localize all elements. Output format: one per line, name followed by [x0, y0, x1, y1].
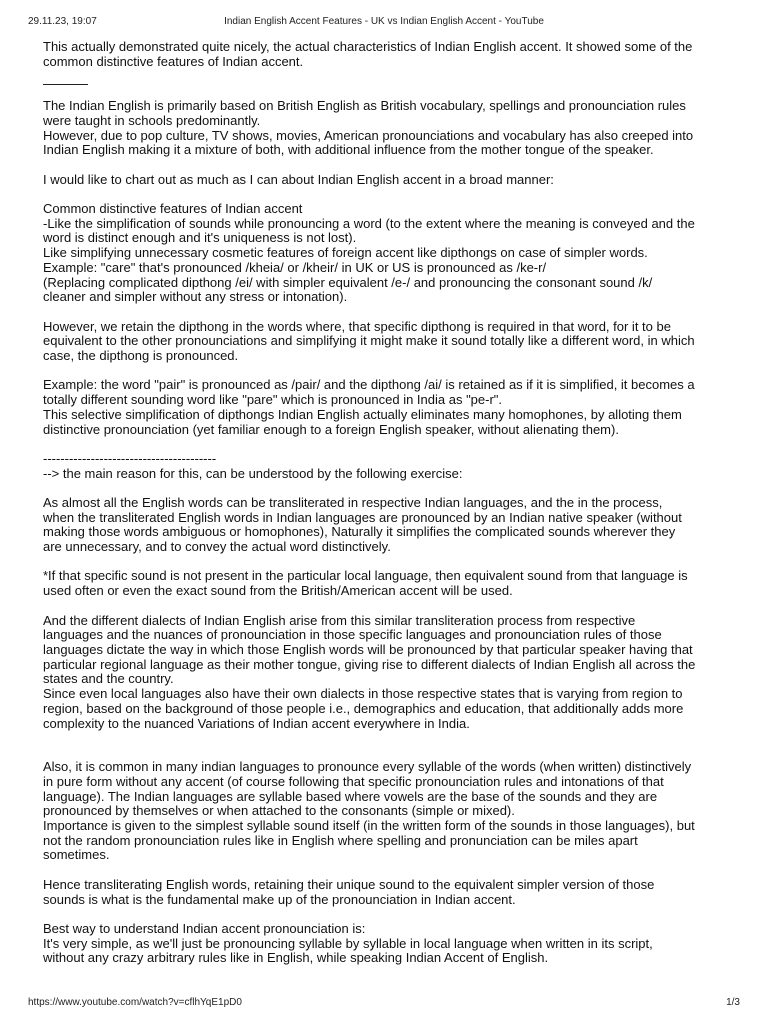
text-line: However, we retain the dipthong in the words where, that specific dipthong is required in that word, for it to be — [43, 318, 671, 334]
text-line: sometimes. — [43, 847, 110, 863]
text-line: However, due to pop culture, TV shows, movies, American pronounciations and vocabulary has also creeped into — [43, 127, 694, 143]
text-line: Like simplifying unnecessary cosmetic features of foreign accent like dipthongs on case of simpler words. — [43, 245, 648, 261]
text-line: are unnecessary, and to convey the actual word distinctively. — [43, 539, 391, 555]
text-line: equivalent to the other pronounciations and simplifying it might make it sound totally like a different word, in which — [43, 333, 695, 349]
text-line: when the transliterated English words in Indian languages are pronounced by an Indian native speaker (without — [43, 509, 682, 525]
text-line: Hence transliterating English words, retaining their unique sound to the equivalent simpler version of those — [43, 876, 655, 892]
paragraph-pair-example — [43, 378, 733, 437]
paragraph-main-reason — [43, 452, 733, 481]
text-line: particular regional language as their mother tongue, giving rise to different dialects of Indian English all across the — [43, 656, 696, 672]
text-line: sounds is what is the fundamental make up of the pronounciation in Indian accent. — [43, 891, 516, 907]
text-line: used often or even the exact sound from the British/American accent will be used. — [43, 583, 513, 599]
comment-body — [43, 40, 733, 981]
text-line: without any crazy arbitrary rules like in English, while speaking Indian Accent of English. — [43, 950, 549, 966]
paragraph-intro — [43, 40, 733, 69]
paragraph-best-way — [43, 922, 733, 966]
text-line: It's very simple, as we'll just be pronouncing syllable by syllable in local language when written in its script, — [43, 935, 653, 951]
text-line: complexity to the nuanced Variations of Indian accent everywhere in India. — [43, 715, 470, 731]
text-line: -Like the simplification of sounds while pronouncing a word (to the extent where the meaning is conveyed and the — [43, 215, 695, 231]
text-line: --> the main reason for this, can be understood by the following exercise: — [43, 465, 463, 481]
text-line: in pure form without any accent (of course following that specific pronounciation rules and intonations of that — [43, 773, 664, 789]
paragraph-chart-out — [43, 173, 733, 188]
text-line: language). The Indian languages are syllable based where vowels are the base of the sounds and they are — [43, 788, 658, 804]
text-line: Indian English making it a mixture of both, with additional influence from the mother tongue of the speaker. — [43, 142, 654, 158]
text-line: Best way to understand Indian accent pronounciation is: — [43, 920, 366, 936]
text-line: Common distinctive features of Indian accent — [43, 200, 303, 216]
text-line: Example: the word "pair" is pronounced as /pair/ and the dipthong /ai/ is retained as if it is simplified, it becomes a — [43, 377, 695, 393]
text-line: And the different dialects of Indian English arise from this similar transliteration process from respective — [43, 612, 636, 628]
text-line: making those words ambiguous or homophones), Naturally it simplifies the complicated sounds wherever they — [43, 524, 676, 540]
paragraph-features — [43, 202, 733, 305]
paragraph-transliteration — [43, 496, 733, 555]
text-line: languages and the nuances of pronounciation in those specific languages and pronounciation rules of those — [43, 627, 662, 643]
text-line: common distinctive features of Indian accent. — [43, 53, 304, 69]
paragraph-footnote — [43, 569, 733, 598]
text-line: were taught in schools predominantly. — [43, 112, 261, 128]
page-number: 1/3 — [726, 997, 740, 1008]
paragraph-british-basis — [43, 99, 733, 158]
text-line: As almost all the English words can be transliterated in respective Indian languages, and the in the process, — [43, 494, 663, 510]
paragraph-dialects — [43, 614, 733, 732]
text-line: *If that specific sound is not present in the particular local language, then equivalent sound from that language is — [43, 568, 688, 584]
print-header — [28, 16, 740, 30]
text-line: pronounced by themselves or when attached to the consonants (simple or mixed). — [43, 803, 515, 819]
text-line: (Replacing complicated dipthong /ei/ with simpler equivalent /e-/ and pronouncing the consonant sound /k/ — [43, 274, 653, 290]
page-url: https://www.youtube.com/watch?v=cflhYqE1pD0 — [28, 997, 242, 1008]
text-line: I would like to chart out as much as I can about Indian English accent in a broad manner: — [43, 171, 554, 187]
text-line: This actually demonstrated quite nicely, the actual characteristics of Indian English accent. It showed some of the — [43, 39, 693, 54]
text-line: not the random pronounciation rules like in English where spelling and pronunciation can be miles apart — [43, 832, 638, 848]
text-line: distinctive pronounciation (yet familiar enough to a foreign English speaker, without alienating them). — [43, 421, 619, 437]
paragraph-retain-dipthong — [43, 320, 733, 364]
text-line: Example: "care" that's pronounced /kheia/ or /kheir/ in UK or US is pronounced as /ke-r/ — [43, 259, 547, 275]
text-line: The Indian English is primarily based on British English as British vocabulary, spellings and pronounciation rules — [43, 98, 686, 114]
print-footer — [28, 997, 740, 1011]
paragraph-syllables — [43, 760, 733, 863]
text-line: word is distinct enough and it's uniqueness is not lost). — [43, 230, 357, 246]
text-line: This selective simplification of dipthongs Indian English actually eliminates many homophones, by alloting them — [43, 406, 682, 422]
paragraph-hence — [43, 878, 733, 907]
text-line: case, the dipthong is pronounced. — [43, 348, 239, 363]
text-line: Since even local languages also have their own dialects in those respective states that is varying from region to — [43, 686, 683, 702]
text-line: ---------------------------------------- — [43, 450, 217, 466]
text-line: cleaner and simpler without any stress or intonation). — [43, 289, 348, 305]
text-line: languages dictate the way in which those English words will be pronounced by that particular speaker having that — [43, 641, 693, 657]
print-page-title: Indian English Accent Features - UK vs Indian English Accent - YouTube — [224, 16, 544, 27]
text-line: totally different sounding word like "pare" which is pronounced in India as "pe-r". — [43, 392, 503, 408]
text-line: Also, it is common in many indian languages to pronounce every syllable of the words (when written) distinctively — [43, 759, 692, 775]
text-line: region, based on the background of those people i.e., demographics and education, that additionally adds more — [43, 700, 684, 716]
print-datetime: 29.11.23, 19:07 — [28, 16, 97, 27]
text-line: Importance is given to the simplest syllable sound itself (in the written form of the sounds in those languages), but — [43, 818, 695, 834]
short-divider — [43, 84, 88, 85]
text-line: states and the country. — [43, 671, 174, 687]
